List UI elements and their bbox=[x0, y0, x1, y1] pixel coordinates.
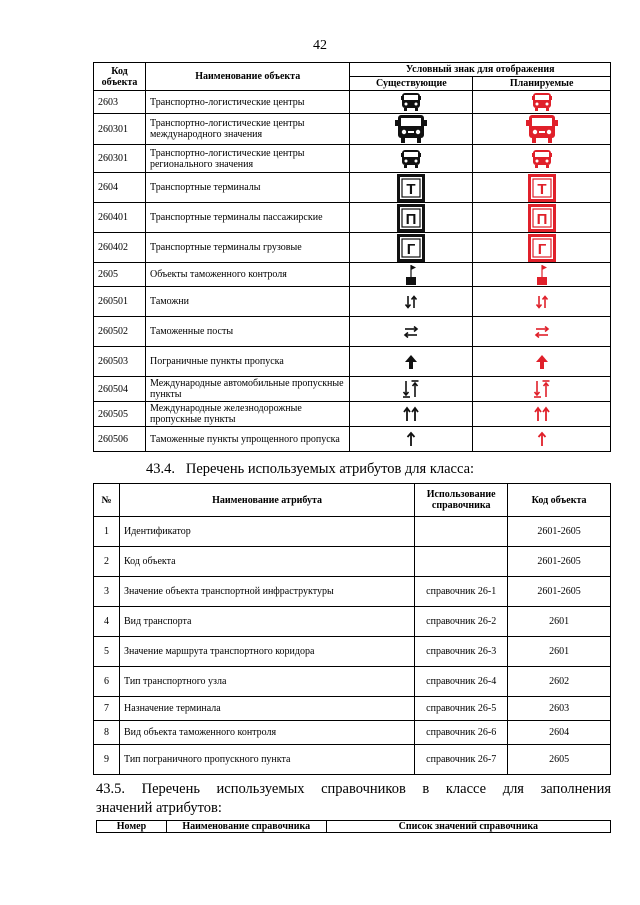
header-dict-num: Номер bbox=[97, 821, 167, 833]
attr-name: Значение маршрута транспортного коридора bbox=[119, 637, 414, 667]
attr-name: Идентификатор bbox=[119, 517, 414, 547]
attr-code: 2601-2605 bbox=[508, 517, 611, 547]
attribute-row bbox=[94, 517, 611, 547]
symbol-row bbox=[94, 91, 611, 114]
symbol-row bbox=[94, 347, 611, 377]
attr-name: Тип транспортного узла bbox=[119, 667, 414, 697]
attribute-row bbox=[94, 547, 611, 577]
attr-code: 2601-2605 bbox=[508, 577, 611, 607]
existing-symbol bbox=[350, 402, 473, 427]
section-43-5-heading: 43.5. Перечень используемых справочников в классе для заполнения bbox=[96, 781, 611, 797]
arrow-up-bold-icon bbox=[473, 354, 610, 370]
row-name: Таможни bbox=[145, 287, 349, 317]
customs-flag-icon bbox=[473, 264, 610, 286]
attr-name: Код объекта bbox=[119, 547, 414, 577]
row-code: 260301 bbox=[94, 145, 146, 173]
attr-name: Вид транспорта bbox=[119, 607, 414, 637]
attr-code: 2602 bbox=[508, 667, 611, 697]
symbol-row bbox=[94, 263, 611, 287]
row-name: Транспортно-логистические центры международного значения bbox=[145, 114, 349, 145]
attr-num: 5 bbox=[94, 637, 120, 667]
attribute-row bbox=[94, 745, 611, 775]
header-obj-code: Код объекта bbox=[508, 484, 611, 517]
header-existing: Существующие bbox=[350, 77, 473, 91]
header-planned: Планируемые bbox=[473, 77, 611, 91]
row-code: 260501 bbox=[94, 287, 146, 317]
planned-symbol bbox=[473, 145, 611, 173]
svg-text:Т: Т bbox=[406, 180, 416, 198]
attr-code: 2604 bbox=[508, 721, 611, 745]
planned-symbol bbox=[473, 263, 611, 287]
terminal-g-icon bbox=[350, 234, 472, 262]
arrow-up-bold-icon bbox=[350, 354, 472, 370]
row-name: Международные автомобильные пропускные пункты bbox=[145, 377, 349, 402]
planned-symbol bbox=[473, 173, 611, 203]
header-dict: Использование справочника bbox=[415, 484, 508, 517]
double-arrow-up-icon bbox=[473, 406, 610, 422]
planned-symbol bbox=[473, 317, 611, 347]
symbol-row bbox=[94, 203, 611, 233]
row-code: 260301 bbox=[94, 114, 146, 145]
planned-symbol bbox=[473, 203, 611, 233]
truck-large-icon bbox=[350, 114, 472, 144]
symbol-row bbox=[94, 287, 611, 317]
attr-num: 1 bbox=[94, 517, 120, 547]
attr-code: 2603 bbox=[508, 697, 611, 721]
attribute-row bbox=[94, 697, 611, 721]
arrows-bar-down-up-icon bbox=[473, 380, 610, 398]
row-code: 260402 bbox=[94, 233, 146, 263]
row-name: Транспортно-логистические центры регионального значения bbox=[145, 145, 349, 173]
header-dict-name: Наименование справочника bbox=[166, 821, 326, 833]
svg-text:Т: Т bbox=[537, 180, 547, 198]
terminal-g-icon bbox=[473, 234, 610, 262]
svg-text:Г: Г bbox=[537, 240, 546, 258]
arrows-down-up-icon bbox=[473, 295, 610, 309]
attribute-row bbox=[94, 577, 611, 607]
arrow-up-thin-icon bbox=[473, 431, 610, 447]
customs-flag-icon bbox=[350, 264, 472, 286]
planned-symbol bbox=[473, 233, 611, 263]
row-name: Объекты таможенного контроля bbox=[145, 263, 349, 287]
planned-symbol bbox=[473, 427, 611, 452]
attribute-row bbox=[94, 721, 611, 745]
section-43-5-heading-cont: значений атрибутов: bbox=[96, 800, 222, 816]
row-name: Транспортные терминалы грузовые bbox=[145, 233, 349, 263]
attr-num: 3 bbox=[94, 577, 120, 607]
attr-dict bbox=[415, 517, 508, 547]
dictionaries-table bbox=[96, 820, 611, 833]
planned-symbol bbox=[473, 377, 611, 402]
row-name: Транспортные терминалы пассажирские bbox=[145, 203, 349, 233]
attr-code: 2601 bbox=[508, 637, 611, 667]
arrows-left-right-icon bbox=[473, 326, 610, 338]
arrows-bar-down-up-icon bbox=[350, 380, 472, 398]
row-code: 260504 bbox=[94, 377, 146, 402]
planned-symbol bbox=[473, 347, 611, 377]
existing-symbol bbox=[350, 114, 473, 145]
row-name: Таможенные пункты упрощенного пропуска bbox=[145, 427, 349, 452]
attr-num: 6 bbox=[94, 667, 120, 697]
svg-text:Г: Г bbox=[407, 240, 416, 258]
existing-symbol bbox=[350, 91, 473, 114]
planned-symbol bbox=[473, 287, 611, 317]
bus-icon bbox=[350, 148, 472, 170]
row-code: 2605 bbox=[94, 263, 146, 287]
section-number: 43.4. bbox=[146, 461, 175, 477]
row-code: 2604 bbox=[94, 173, 146, 203]
attr-num: 8 bbox=[94, 721, 120, 745]
row-name: Международные железнодорожные пропускные пункты bbox=[145, 402, 349, 427]
header-attr-name: Наименование атрибута bbox=[119, 484, 414, 517]
row-code: 260503 bbox=[94, 347, 146, 377]
truck-large-icon bbox=[473, 114, 610, 144]
attr-dict: справочник 26-3 bbox=[415, 637, 508, 667]
symbol-row bbox=[94, 427, 611, 452]
arrow-up-thin-icon bbox=[350, 431, 472, 447]
symbol-row bbox=[94, 377, 611, 402]
attribute-row bbox=[94, 667, 611, 697]
planned-symbol bbox=[473, 91, 611, 114]
attr-dict: справочник 26-5 bbox=[415, 697, 508, 721]
attr-dict: справочник 26-6 bbox=[415, 721, 508, 745]
existing-symbol bbox=[350, 317, 473, 347]
row-name: Транспортно-логистические центры bbox=[145, 91, 349, 114]
row-name: Таможенные посты bbox=[145, 317, 349, 347]
planned-symbol bbox=[473, 114, 611, 145]
row-code: 260505 bbox=[94, 402, 146, 427]
symbol-row bbox=[94, 317, 611, 347]
symbol-row bbox=[94, 173, 611, 203]
symbol-row bbox=[94, 145, 611, 173]
attr-name: Значение объекта транспортной инфраструктуры bbox=[119, 577, 414, 607]
terminal-t-icon bbox=[473, 174, 610, 202]
existing-symbol bbox=[350, 233, 473, 263]
header-symbol-group: Условный знак для отображения bbox=[350, 63, 611, 77]
header-dict-values: Список значений справочника bbox=[326, 821, 610, 833]
existing-symbol bbox=[350, 203, 473, 233]
bus-icon bbox=[473, 91, 610, 113]
attr-dict: справочник 26-4 bbox=[415, 667, 508, 697]
attr-num: 9 bbox=[94, 745, 120, 775]
section-title: Перечень используемых атрибутов для класса: bbox=[185, 461, 475, 477]
row-name: Транспортные терминалы bbox=[145, 173, 349, 203]
attr-dict: справочник 26-7 bbox=[415, 745, 508, 775]
page-number: 42 bbox=[313, 38, 327, 53]
attr-num: 2 bbox=[94, 547, 120, 577]
attr-code: 2601 bbox=[508, 607, 611, 637]
terminal-p-icon bbox=[473, 204, 610, 232]
bus-icon bbox=[350, 91, 472, 113]
header-code: Код объекта bbox=[94, 63, 146, 91]
existing-symbol bbox=[350, 263, 473, 287]
svg-text:П: П bbox=[405, 210, 417, 228]
existing-symbol bbox=[350, 173, 473, 203]
attr-num: 7 bbox=[94, 697, 120, 721]
existing-symbol bbox=[350, 427, 473, 452]
row-code: 260506 bbox=[94, 427, 146, 452]
terminal-t-icon bbox=[350, 174, 472, 202]
existing-symbol bbox=[350, 347, 473, 377]
attribute-row bbox=[94, 637, 611, 667]
symbol-row bbox=[94, 114, 611, 145]
attr-dict: справочник 26-1 bbox=[415, 577, 508, 607]
planned-symbol bbox=[473, 402, 611, 427]
row-name: Пограничные пункты пропуска bbox=[145, 347, 349, 377]
attr-name: Назначение терминала bbox=[119, 697, 414, 721]
terminal-p-icon bbox=[350, 204, 472, 232]
row-code: 260401 bbox=[94, 203, 146, 233]
existing-symbol bbox=[350, 287, 473, 317]
attr-num: 4 bbox=[94, 607, 120, 637]
arrows-left-right-icon bbox=[350, 326, 472, 338]
symbol-row bbox=[94, 402, 611, 427]
svg-text:П: П bbox=[536, 210, 548, 228]
attr-name: Тип пограничного пропускного пункта bbox=[119, 745, 414, 775]
bus-icon bbox=[473, 148, 610, 170]
double-arrow-up-icon bbox=[350, 406, 472, 422]
attr-dict: справочник 26-2 bbox=[415, 607, 508, 637]
header-name: Наименование объекта bbox=[145, 63, 349, 91]
existing-symbol bbox=[350, 377, 473, 402]
row-code: 260502 bbox=[94, 317, 146, 347]
attributes-table bbox=[93, 483, 611, 775]
attr-dict bbox=[415, 547, 508, 577]
arrows-down-up-icon bbox=[350, 295, 472, 309]
attr-name: Вид объекта таможенного контроля bbox=[119, 721, 414, 745]
section-43-4-heading bbox=[146, 461, 474, 478]
attr-code: 2605 bbox=[508, 745, 611, 775]
attr-code: 2601-2605 bbox=[508, 547, 611, 577]
symbol-row bbox=[94, 233, 611, 263]
row-code: 2603 bbox=[94, 91, 146, 114]
attribute-row bbox=[94, 607, 611, 637]
symbols-table bbox=[93, 62, 611, 452]
existing-symbol bbox=[350, 145, 473, 173]
header-num: № bbox=[94, 484, 120, 517]
